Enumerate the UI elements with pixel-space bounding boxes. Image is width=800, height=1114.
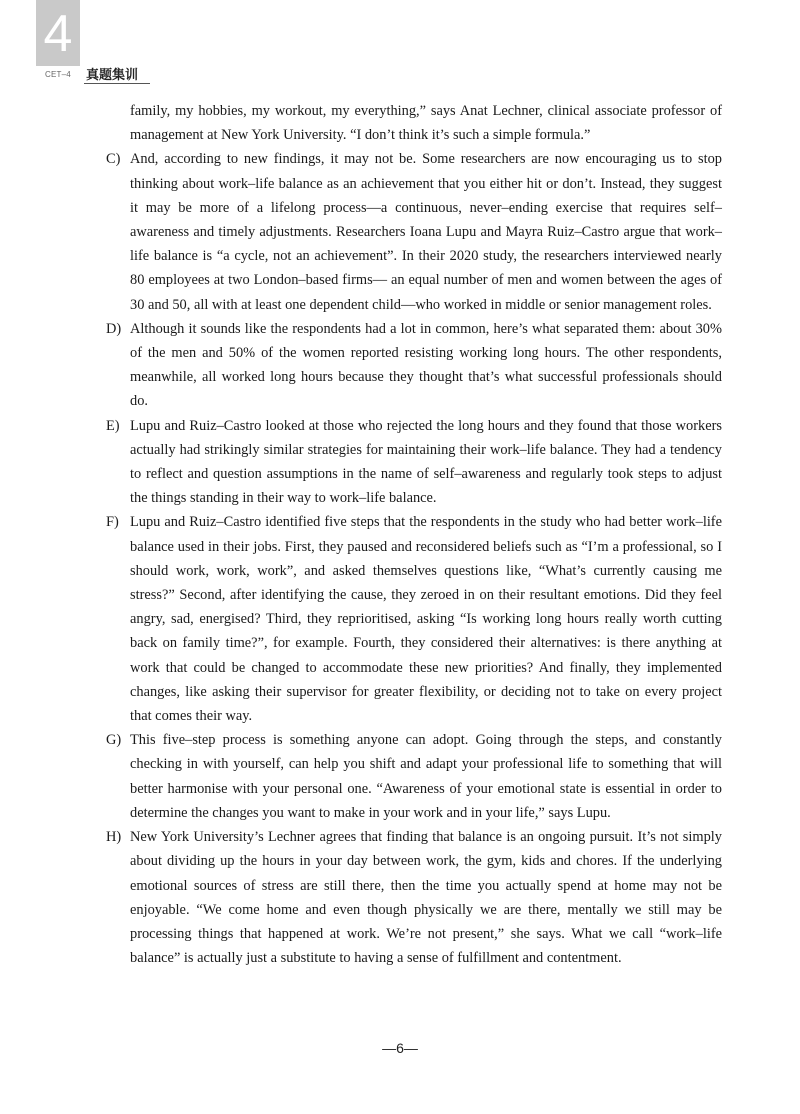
paragraph-d [106,317,722,414]
paragraph-label: E) [106,417,120,434]
section-title: 真题集训 [86,68,139,83]
passage-body [106,99,722,970]
header-underline [84,83,150,84]
paragraph-h [106,825,722,970]
paragraph-text: And, according to new findings, it may not be. Some researchers are now encouraging us to stop thinking about work–life balance as an achievement that you either hit or don’t. Instead, they suggest it may be more of a lifelong process—a continuous, never–ending exercise that requires self–awareness and timely adjustments. Researchers Ioana Lupu and Mayra Ruiz–Castro argue that work–life balance is “a cycle, not an achievement”. In their 2020 study, the researchers interviewed nearly 80 employees at two London–based firms— an equal number of men and women between the ages of 30 and 50, all with at least one dependent child—who worked in middle or senior management roles. [130,151,722,313]
paragraph-label: H) [106,829,122,846]
unit-badge [36,0,80,66]
paragraph-label: F) [106,514,119,531]
paragraph-label: D) [106,320,122,337]
paragraph-g [106,728,722,825]
paragraph-text: Lupu and Ruiz–Castro looked at those who rejected the long hours and they found that those workers actually had strikingly similar strategies for maintaining their work–life balance. They had a tendency to reflect and question assumptions in the name of self–awareness and regularly took steps to adjust the things standing in their way to work–life balance. [130,417,722,507]
paragraph-text: Lupu and Ruiz–Castro identified five steps that the respondents in the study who had better work–life balance used in their jobs. First, they paused and reconsidered beliefs such as “I’m a professional, so I should work, work, work”, and asked themselves questions like, “What’s currently causing me stress?” Second, after identifying the cause, they zeroed in on their resultant emotions. Did they feel angry, sad, energised? Third, they reprioritised, asking “Is working long hours really worth cutting back on family time?”, for example. Fourth, they considered their alternatives: is there anything at work that could be changed to accommodate these new priorities? And finally, they implemented changes, like asking their supervisor for greater flexibility, or deciding not to take on every project that comes their way. [130,514,722,725]
paragraph-f [106,510,722,728]
paragraph-text: New York University’s Lechner agrees that finding that balance is an ongoing pursuit. It’s not simply about dividing up the hours in your day between work, the gym, kids and chores. If the underlying emotional sources of stress are still there, then the time you actually spend at home may not be enjoyable. “We come home and even though physically we are there, mentally we still may be processing things that happened at work. We’re not present,” she says. What we call “work–life balance” is actually just a substitute to having a sense of fulfillment and contentment. [130,829,722,967]
paragraph-label: G) [106,732,122,749]
paragraph-text: Although it sounds like the respondents had a lot in common, here’s what separated them: about 30% of the men and 50% of the women reported resisting working long hours. The other respondents, meanwhile, all worked long hours because they thought that’s what successful professionals should do. [130,320,722,410]
exam-label: CET–4 [45,70,71,79]
paragraph-continued [106,99,722,147]
paragraph-text: family, my hobbies, my workout, my everything,” says Anat Lechner, clinical associate professor of management at New York University. “I don’t think it’s such a simple formula.” [130,103,722,144]
paragraph-c [106,147,722,316]
paragraph-text: This five–step process is something anyone can adopt. Going through the steps, and constantly checking in with yourself, can help you shift and adapt your professional life to something that will better harmonise with your personal one. “Awareness of your emotional state is essential in order to determine the changes you want to make in your work and in your life,” says Lupu. [130,732,722,821]
unit-number: 4 [43,5,73,63]
paragraph-e [106,414,722,511]
page-number: —6— [382,1040,418,1056]
paragraph-label: C) [106,151,121,168]
